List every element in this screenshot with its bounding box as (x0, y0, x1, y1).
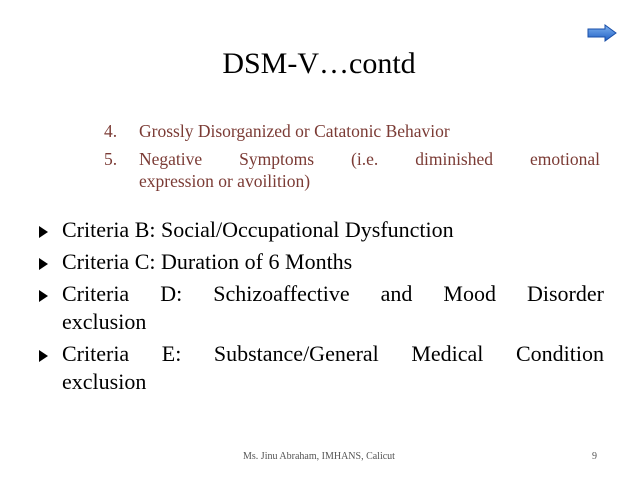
next-slide-button[interactable] (587, 24, 617, 42)
word: Substance/General (213, 341, 379, 366)
list-item (104, 120, 600, 142)
bullet-item (36, 248, 604, 276)
list-item-text-line1 (139, 148, 600, 170)
list-item-text: Grossly Disorganized or Catatonic Behavior (139, 121, 450, 141)
numbered-sub-list (104, 120, 600, 192)
word: Medical (411, 341, 484, 366)
right-arrow-icon (587, 24, 617, 42)
slide-title: DSM-V…contd (222, 47, 416, 80)
word: and (380, 281, 413, 306)
bullet-item (36, 216, 604, 244)
word: Disorder (526, 281, 604, 306)
word: D: (160, 281, 183, 306)
bullet-text: Criteria B: Social/Occupational Dysfunction (62, 217, 454, 242)
bullet-item (36, 280, 604, 336)
list-item-number: 5. (104, 149, 118, 169)
word: (i.e. (351, 149, 379, 169)
word: emotional (530, 149, 600, 169)
word: E: (161, 341, 182, 366)
bullet-text-line1 (62, 280, 604, 308)
word: Condition (515, 341, 604, 366)
bullet-text-line2: exclusion (62, 309, 147, 334)
word: diminished (415, 149, 494, 169)
bullet-arrow-icon (39, 350, 48, 362)
word: Negative (139, 149, 203, 169)
bullet-arrow-icon (39, 290, 48, 302)
word: Mood (443, 281, 496, 306)
bullet-arrow-icon (39, 258, 48, 270)
word: Criteria (62, 281, 130, 306)
bullet-text: Criteria C: Duration of 6 Months (62, 249, 353, 274)
page-number: 9 (592, 451, 597, 462)
word: Symptoms (239, 149, 315, 169)
word: Criteria (62, 341, 130, 366)
word: Schizoaffective (213, 281, 350, 306)
list-item (104, 148, 600, 192)
bullet-text-line2: exclusion (62, 369, 147, 394)
bullet-text-line1 (62, 340, 604, 368)
list-item-number: 4. (104, 121, 118, 141)
bullet-item (36, 340, 604, 396)
bullet-arrow-icon (39, 226, 48, 238)
slide-footer: Ms. Jinu Abraham, IMHANS, Calicut (243, 451, 395, 462)
bullet-list (36, 216, 604, 400)
list-item-text-line2: expression or avoilition) (139, 171, 311, 191)
